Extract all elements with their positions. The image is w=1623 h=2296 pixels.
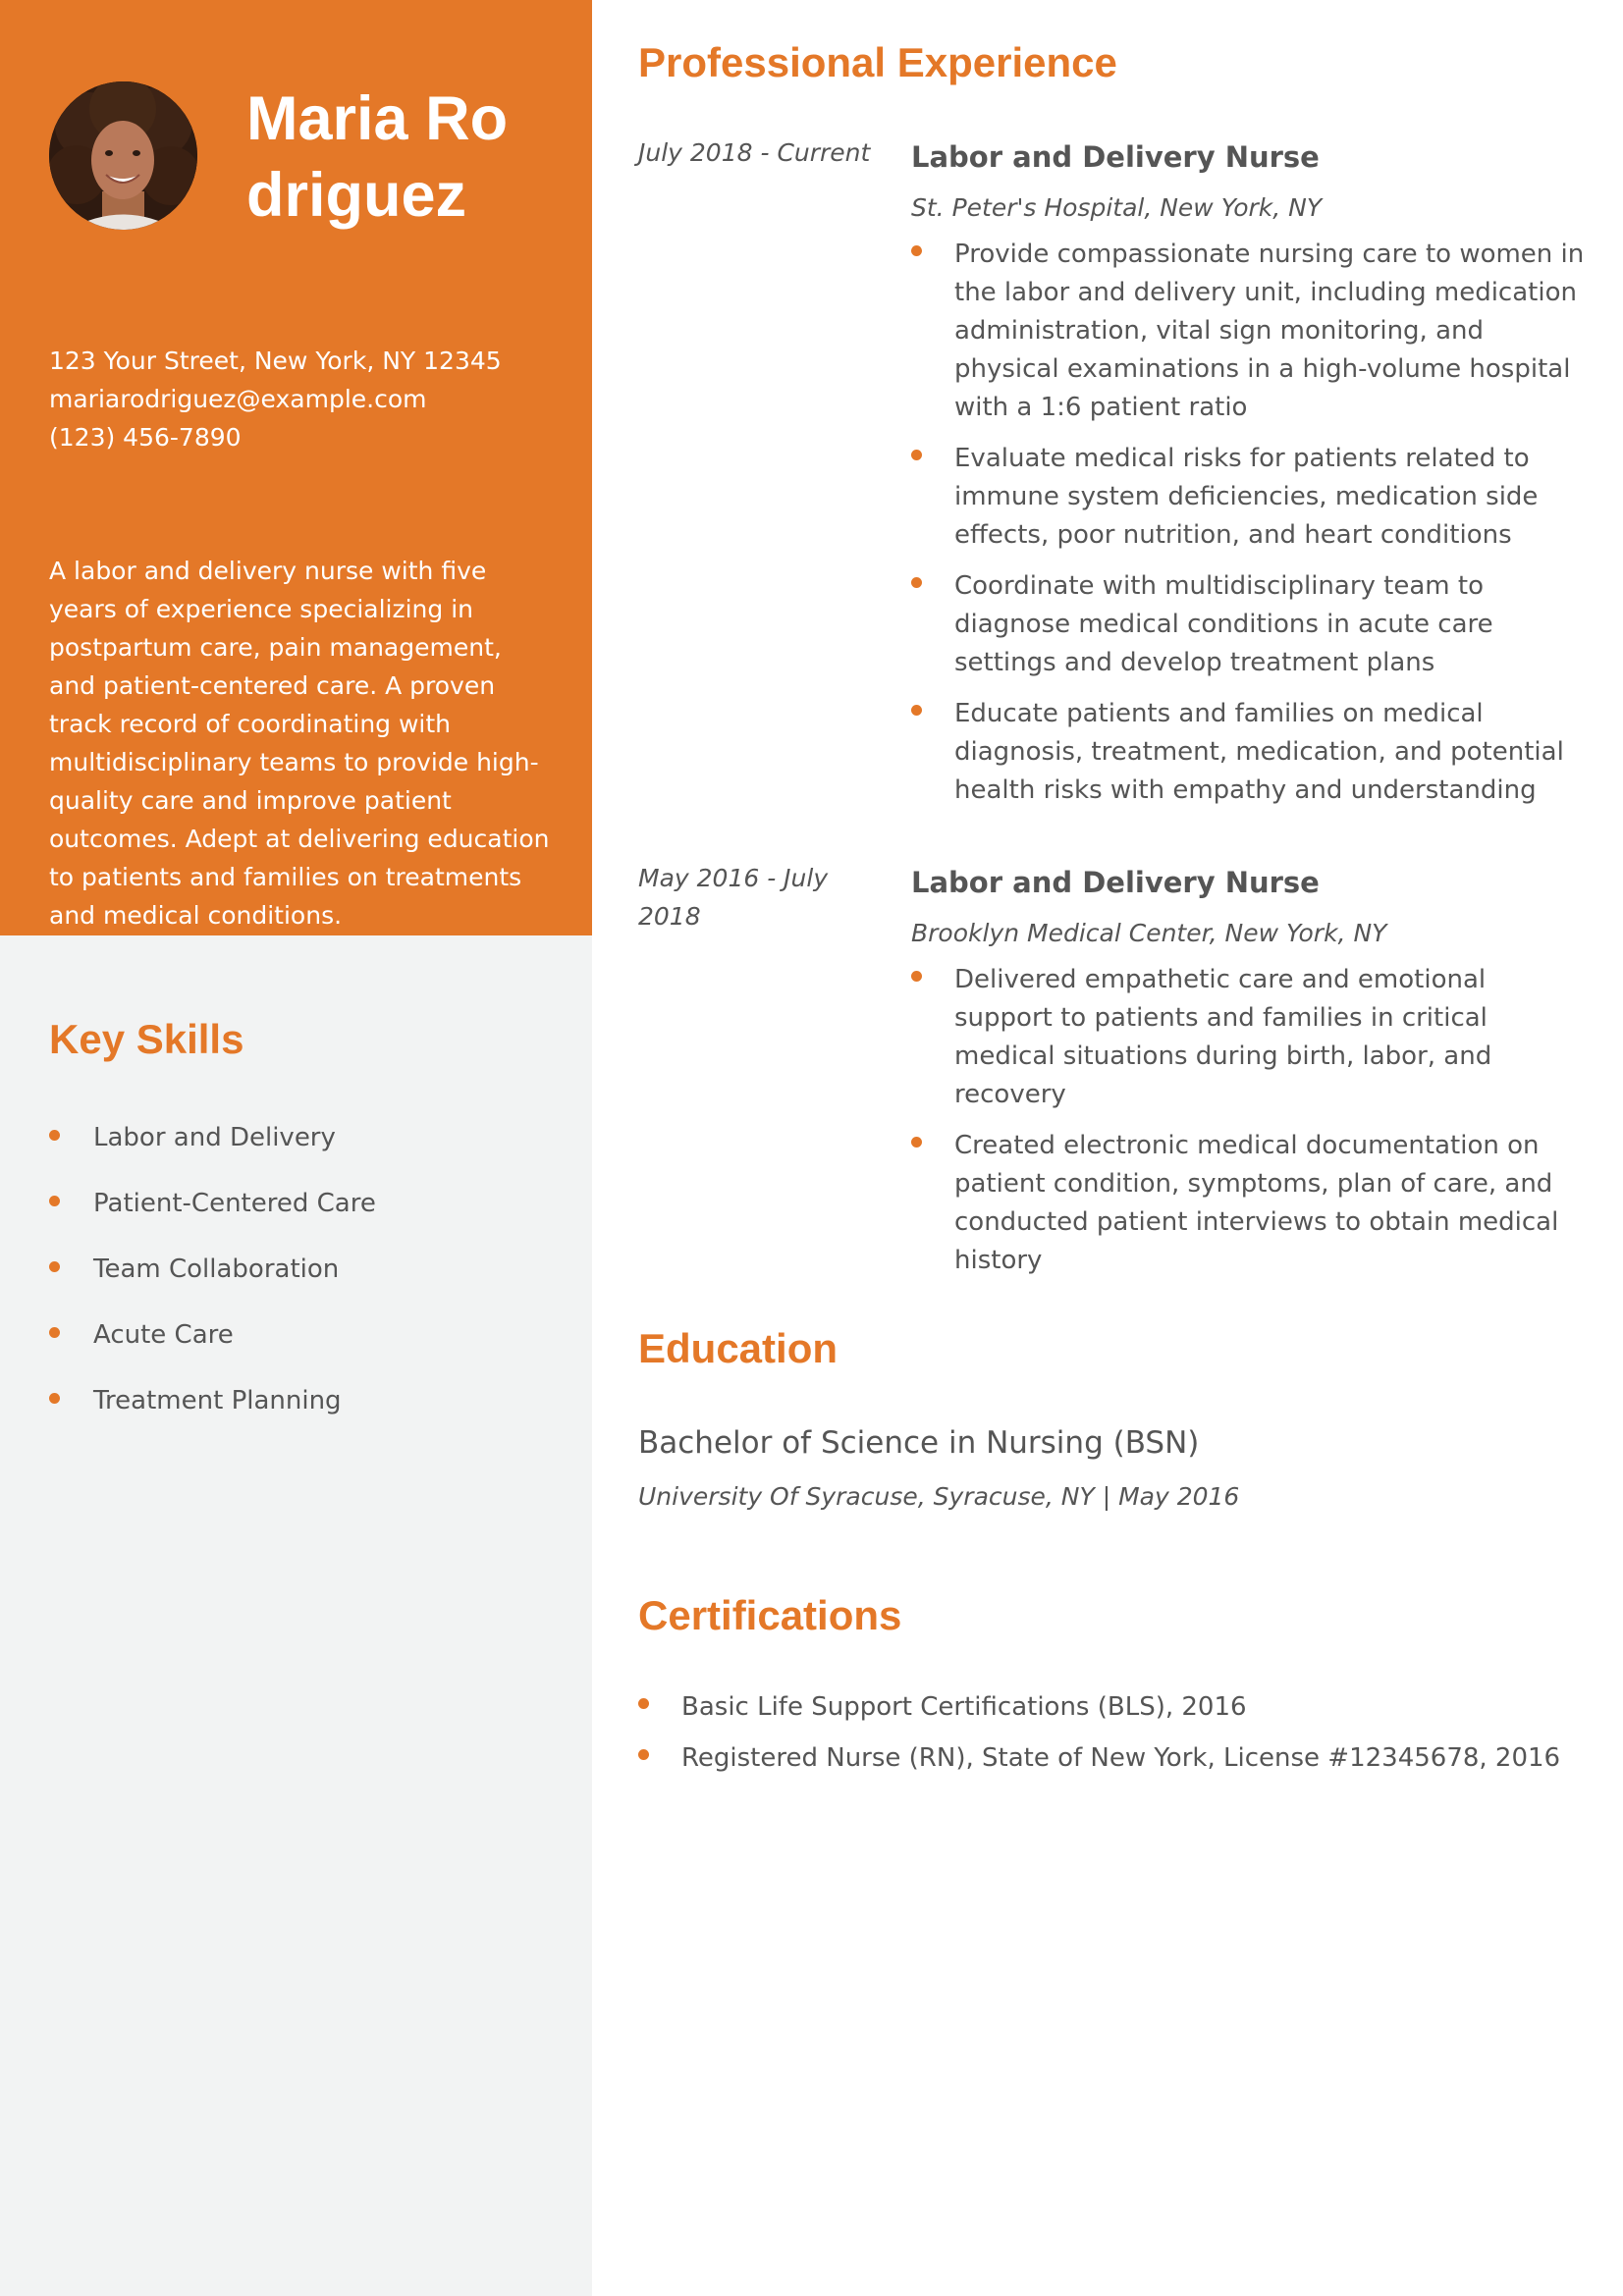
degree: Bachelor of Science in Nursing (BSN) xyxy=(638,1425,1200,1461)
sidebar xyxy=(0,0,592,2296)
duties-list xyxy=(911,236,1589,810)
bullet-icon xyxy=(911,705,922,716)
school: University Of Syracuse, Syracuse, NY | May 2016 xyxy=(638,1482,1240,1511)
bullet-icon xyxy=(49,1261,60,1272)
skills-list xyxy=(49,1120,560,1449)
bullet-icon xyxy=(49,1393,60,1404)
education-heading: Education xyxy=(638,1325,839,1371)
job-employer: St. Peter's Hospital, New York, NY xyxy=(911,193,1323,222)
contact-info xyxy=(49,342,560,456)
bullet-icon xyxy=(49,1327,60,1338)
profile-summary: A labor and delivery nurse with five years of experience specializing in postpartum care, pain management, and patient-centered care. A proven track record of coordinating with multidisciplinary teams to provide high-quality care and improve patient outcomes. Adept at delivering education to patients and families on treatments and medical conditions. xyxy=(49,557,550,930)
duty-item: Created electronic medical documentation on patient condition, symptoms, plan of care, and conducted patient interviews to obtain medical history xyxy=(911,1127,1589,1280)
profile-photo xyxy=(49,81,197,230)
duties-list xyxy=(911,961,1589,1280)
duty-item: Evaluate medical risks for patients related to immune system deficiencies, medication side effects, poor nutrition, and heart conditions xyxy=(911,440,1589,555)
skill-item: Acute Care xyxy=(49,1317,560,1383)
certification-item: Registered Nurse (RN), State of New York, License #12345678, 2016 xyxy=(638,1739,1591,1790)
job-date: May 2016 - July 2018 xyxy=(638,864,829,931)
certifications-heading: Certifications xyxy=(638,1592,902,1638)
duty-item: Educate patients and families on medical diagnosis, treatment, medication, and potential health risks with empathy and understanding xyxy=(911,695,1589,810)
phone: (123) 456-7890 xyxy=(49,423,242,452)
certifications-list xyxy=(638,1688,1591,1790)
bullet-icon xyxy=(911,450,922,460)
profile-panel xyxy=(0,0,592,935)
bullet-icon xyxy=(638,1749,649,1760)
job-details xyxy=(911,859,1589,1293)
experience-heading: Professional Experience xyxy=(638,39,1117,85)
bullet-icon xyxy=(911,245,922,256)
bullet-icon xyxy=(638,1698,649,1709)
job-title: Labor and Delivery Nurse xyxy=(911,866,1320,899)
skill-item: Labor and Delivery xyxy=(49,1120,560,1186)
skill-item: Treatment Planning xyxy=(49,1383,560,1449)
email: mariarodriguez@example.com xyxy=(49,385,427,413)
bullet-icon xyxy=(911,971,922,982)
avatar xyxy=(49,81,197,230)
duty-item: Provide compassionate nursing care to women in the labor and delivery unit, including medication administration, vital sign monitoring, and physical examinations in a high-volume hospital with a 1:6 patient ratio xyxy=(911,236,1589,427)
job-date: July 2018 - Current xyxy=(638,138,871,167)
bullet-icon xyxy=(49,1196,60,1206)
bullet-icon xyxy=(911,577,922,588)
skills-heading: Key Skills xyxy=(49,1016,244,1062)
job-title: Labor and Delivery Nurse xyxy=(911,140,1320,174)
duty-item: Delivered empathetic care and emotional support to patients and families in critical medical situations during birth, labor, and recovery xyxy=(911,961,1589,1114)
duty-item: Coordinate with multidisciplinary team to diagnose medical conditions in acute care settings and develop treatment plans xyxy=(911,567,1589,682)
bullet-icon xyxy=(911,1137,922,1148)
address: 123 Your Street, New York, NY 12345 xyxy=(49,347,502,375)
job-employer: Brooklyn Medical Center, New York, NY xyxy=(911,919,1387,947)
skill-item: Team Collaboration xyxy=(49,1252,560,1317)
certification-item: Basic Life Support Certifications (BLS), 2016 xyxy=(638,1688,1591,1739)
candidate-name: Maria Rodriguez xyxy=(246,84,509,230)
skill-item: Patient-Centered Care xyxy=(49,1186,560,1252)
job-details xyxy=(911,133,1589,823)
bullet-icon xyxy=(49,1130,60,1141)
